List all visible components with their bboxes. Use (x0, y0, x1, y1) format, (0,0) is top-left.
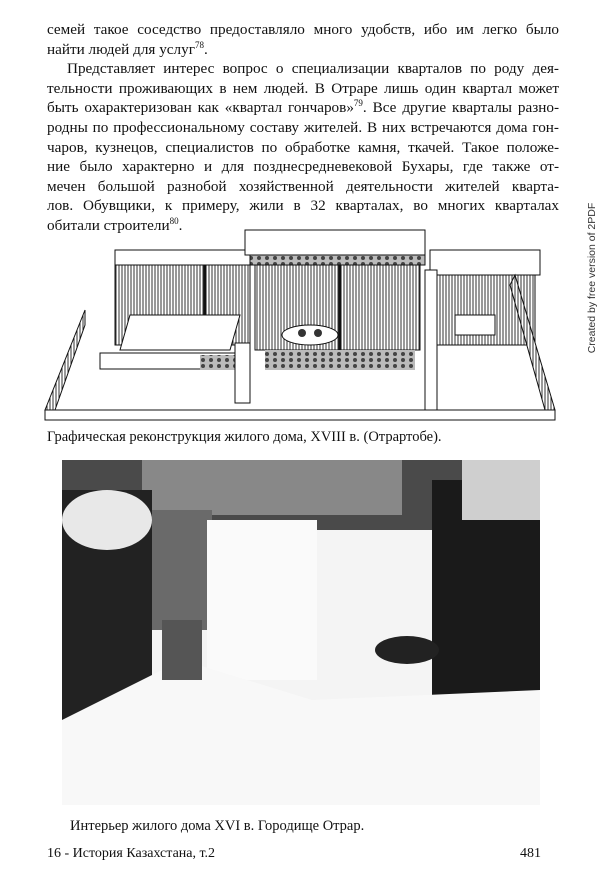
text-line (47, 20, 559, 40)
line-text-after: . (178, 216, 183, 234)
interior-photo (62, 460, 540, 805)
line-text-after: . (203, 40, 208, 58)
text-line (47, 40, 559, 60)
line-text: ние было характерно и для позднесредневековой Бухары, где также от- (47, 158, 559, 176)
text-line (47, 98, 559, 118)
figure1-caption: Графическая реконструкция жилого дома, XVIII в. (Отрартобе). (47, 429, 442, 445)
text-line (47, 79, 559, 99)
figure2-caption: Интерьер жилого дома XVI в. Городище Отрар. (70, 818, 365, 834)
text-line (47, 196, 559, 216)
line-text: найти людей для услуг (47, 40, 195, 58)
line-text: мечен большой разнобой хозяйственной деятельности жителей кварта- (47, 177, 559, 195)
watermark (582, 200, 596, 360)
watermark-text: Created by free version of 2PDF (586, 202, 598, 354)
footnote-ref: 80 (169, 215, 179, 226)
line-text: тельности проживающих в нем людей. В Отраре лишь один квартал может (47, 79, 559, 97)
line-text: лов. Обувщики, к примеру, жили в 32 кварталах, во многих кварталах (47, 197, 559, 215)
line-text: чаров, кузнецов, специалистов по обработке камня, ткачей. Такое положе- (47, 138, 559, 156)
text-line (47, 118, 559, 138)
running-footer: 16 - История Казахстана, т.2 (47, 846, 216, 861)
text-line (47, 59, 559, 79)
line-text: семей такое соседство предоставляло много удобств, ибо им легко было (47, 21, 559, 38)
line-text: Представляет интерес вопрос о специализации кварталов по роду дея- (67, 60, 559, 78)
footnote-ref: 79 (353, 98, 363, 109)
text-line (47, 138, 559, 158)
footnote-ref: 78 (194, 39, 204, 50)
house-reconstruction-drawing (40, 225, 560, 425)
body-text (47, 20, 559, 236)
line-text: быть охарактеризован как «квартал гончаров» (47, 99, 354, 117)
line-text-after: . Все другие кварталы разно- (362, 99, 559, 117)
page-number: 481 (520, 846, 541, 861)
line-text: обитали строители (47, 216, 170, 234)
text-line (47, 157, 559, 177)
text-line (47, 177, 559, 197)
line-text: родны по профессиональному составу жителей. В них встречаются дома гон- (47, 118, 559, 136)
